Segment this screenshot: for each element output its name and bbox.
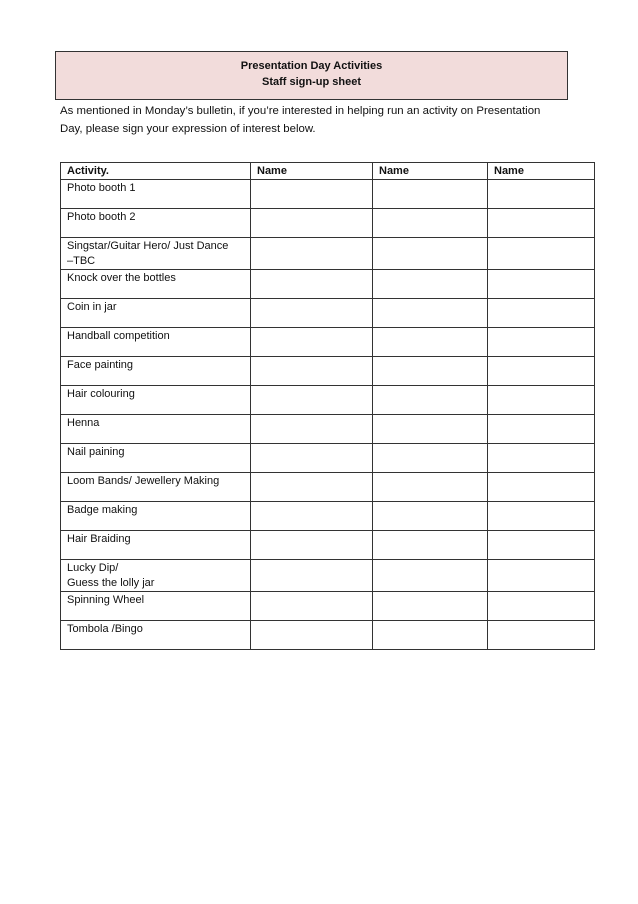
activity-cell <box>61 592 251 621</box>
table-row <box>61 415 595 444</box>
signup-table <box>60 162 595 650</box>
name-signup-cell-1[interactable] <box>251 328 373 357</box>
table-row <box>61 357 595 386</box>
activity-label: Badge making <box>67 504 138 516</box>
name-signup-cell-3[interactable] <box>488 415 595 444</box>
table-row <box>61 270 595 299</box>
name-signup-cell-3[interactable] <box>488 180 595 209</box>
name-signup-cell-1[interactable] <box>251 621 373 650</box>
name-signup-cell-2[interactable] <box>373 415 488 444</box>
activity-label: Singstar/Guitar Hero/ Just Dance <box>67 240 229 252</box>
activity-label: Knock over the bottles <box>67 272 176 284</box>
table-row <box>61 386 595 415</box>
name-signup-cell-1[interactable] <box>251 444 373 473</box>
table-header-row <box>61 163 595 180</box>
name-signup-cell-2[interactable] <box>373 270 488 299</box>
activity-label: Handball competition <box>67 330 170 342</box>
activity-label: Hair colouring <box>67 388 135 400</box>
name-signup-cell-3[interactable] <box>488 357 595 386</box>
table-row <box>61 209 595 238</box>
intro-line-1: As mentioned in Monday’s bulletin, if you’re interested in helping run an activity on Presentation <box>60 105 541 117</box>
name-signup-cell-2[interactable] <box>373 299 488 328</box>
name-signup-cell-3[interactable] <box>488 238 595 270</box>
table-row <box>61 502 595 531</box>
header-name-2: Name <box>373 163 488 180</box>
activity-cell <box>61 299 251 328</box>
name-signup-cell-3[interactable] <box>488 473 595 502</box>
name-signup-cell-3[interactable] <box>488 560 595 592</box>
activity-label: Hair Braiding <box>67 533 131 545</box>
name-signup-cell-3[interactable] <box>488 531 595 560</box>
activity-cell <box>61 328 251 357</box>
name-signup-cell-3[interactable] <box>488 592 595 621</box>
activity-label: Guess the lolly jar <box>67 577 155 589</box>
name-signup-cell-2[interactable] <box>373 621 488 650</box>
name-signup-cell-2[interactable] <box>373 328 488 357</box>
name-signup-cell-2[interactable] <box>373 386 488 415</box>
name-signup-cell-2[interactable] <box>373 502 488 531</box>
name-signup-cell-1[interactable] <box>251 299 373 328</box>
name-signup-cell-1[interactable] <box>251 357 373 386</box>
intro-line-2: Day, please sign your expression of interest below. <box>60 123 316 135</box>
name-signup-cell-2[interactable] <box>373 531 488 560</box>
activity-label: Lucky Dip/ <box>67 562 119 574</box>
intro-paragraph <box>60 102 580 138</box>
name-signup-cell-1[interactable] <box>251 270 373 299</box>
name-signup-cell-1[interactable] <box>251 209 373 238</box>
name-signup-cell-1[interactable] <box>251 502 373 531</box>
table-row <box>61 299 595 328</box>
name-signup-cell-3[interactable] <box>488 299 595 328</box>
activity-label: Coin in jar <box>67 301 117 313</box>
name-signup-cell-3[interactable] <box>488 621 595 650</box>
activity-cell <box>61 473 251 502</box>
activity-label: Loom Bands/ Jewellery Making <box>67 475 220 487</box>
title-box <box>55 51 568 100</box>
name-signup-cell-2[interactable] <box>373 560 488 592</box>
name-signup-cell-1[interactable] <box>251 386 373 415</box>
document-subtitle: Staff sign-up sheet <box>261 76 361 88</box>
activity-label: Face painting <box>67 359 134 371</box>
name-signup-cell-2[interactable] <box>373 357 488 386</box>
table-row <box>61 621 595 650</box>
activity-cell <box>61 621 251 650</box>
table-row <box>61 592 595 621</box>
name-signup-cell-2[interactable] <box>373 238 488 270</box>
name-signup-cell-1[interactable] <box>251 238 373 270</box>
activity-cell <box>61 209 251 238</box>
table-row <box>61 238 595 270</box>
name-signup-cell-3[interactable] <box>488 328 595 357</box>
activity-cell <box>61 444 251 473</box>
table-row <box>61 473 595 502</box>
activity-label: Photo booth 2 <box>67 211 136 223</box>
name-signup-cell-3[interactable] <box>488 502 595 531</box>
activity-cell <box>61 386 251 415</box>
name-signup-cell-3[interactable] <box>488 270 595 299</box>
activity-cell <box>61 415 251 444</box>
name-signup-cell-3[interactable] <box>488 444 595 473</box>
header-name-1: Name <box>251 163 373 180</box>
table-row <box>61 328 595 357</box>
activity-label: Photo booth 1 <box>67 182 136 194</box>
activity-cell <box>61 560 251 592</box>
name-signup-cell-2[interactable] <box>373 592 488 621</box>
activity-label: Nail paining <box>67 446 125 458</box>
name-signup-cell-1[interactable] <box>251 180 373 209</box>
table-row <box>61 444 595 473</box>
name-signup-cell-2[interactable] <box>373 444 488 473</box>
activity-label: Spinning Wheel <box>67 594 145 606</box>
name-signup-cell-1[interactable] <box>251 592 373 621</box>
document-title: Presentation Day Activities <box>240 60 383 72</box>
name-signup-cell-2[interactable] <box>373 209 488 238</box>
activity-cell <box>61 180 251 209</box>
signup-table-body <box>61 180 595 650</box>
header-activity: Activity. <box>61 163 251 180</box>
table-row <box>61 531 595 560</box>
name-signup-cell-3[interactable] <box>488 209 595 238</box>
name-signup-cell-1[interactable] <box>251 415 373 444</box>
name-signup-cell-2[interactable] <box>373 473 488 502</box>
name-signup-cell-1[interactable] <box>251 473 373 502</box>
activity-cell <box>61 238 251 270</box>
name-signup-cell-2[interactable] <box>373 180 488 209</box>
activity-label: –TBC <box>67 255 96 267</box>
table-row <box>61 180 595 209</box>
activity-label: Tombola /Bingo <box>67 623 143 635</box>
table-row <box>61 560 595 592</box>
header-name-3: Name <box>488 163 595 180</box>
activity-label: Henna <box>67 417 100 429</box>
activity-cell <box>61 531 251 560</box>
name-signup-cell-1[interactable] <box>251 531 373 560</box>
name-signup-cell-1[interactable] <box>251 560 373 592</box>
name-signup-cell-3[interactable] <box>488 386 595 415</box>
activity-cell <box>61 270 251 299</box>
activity-cell <box>61 502 251 531</box>
activity-cell <box>61 357 251 386</box>
